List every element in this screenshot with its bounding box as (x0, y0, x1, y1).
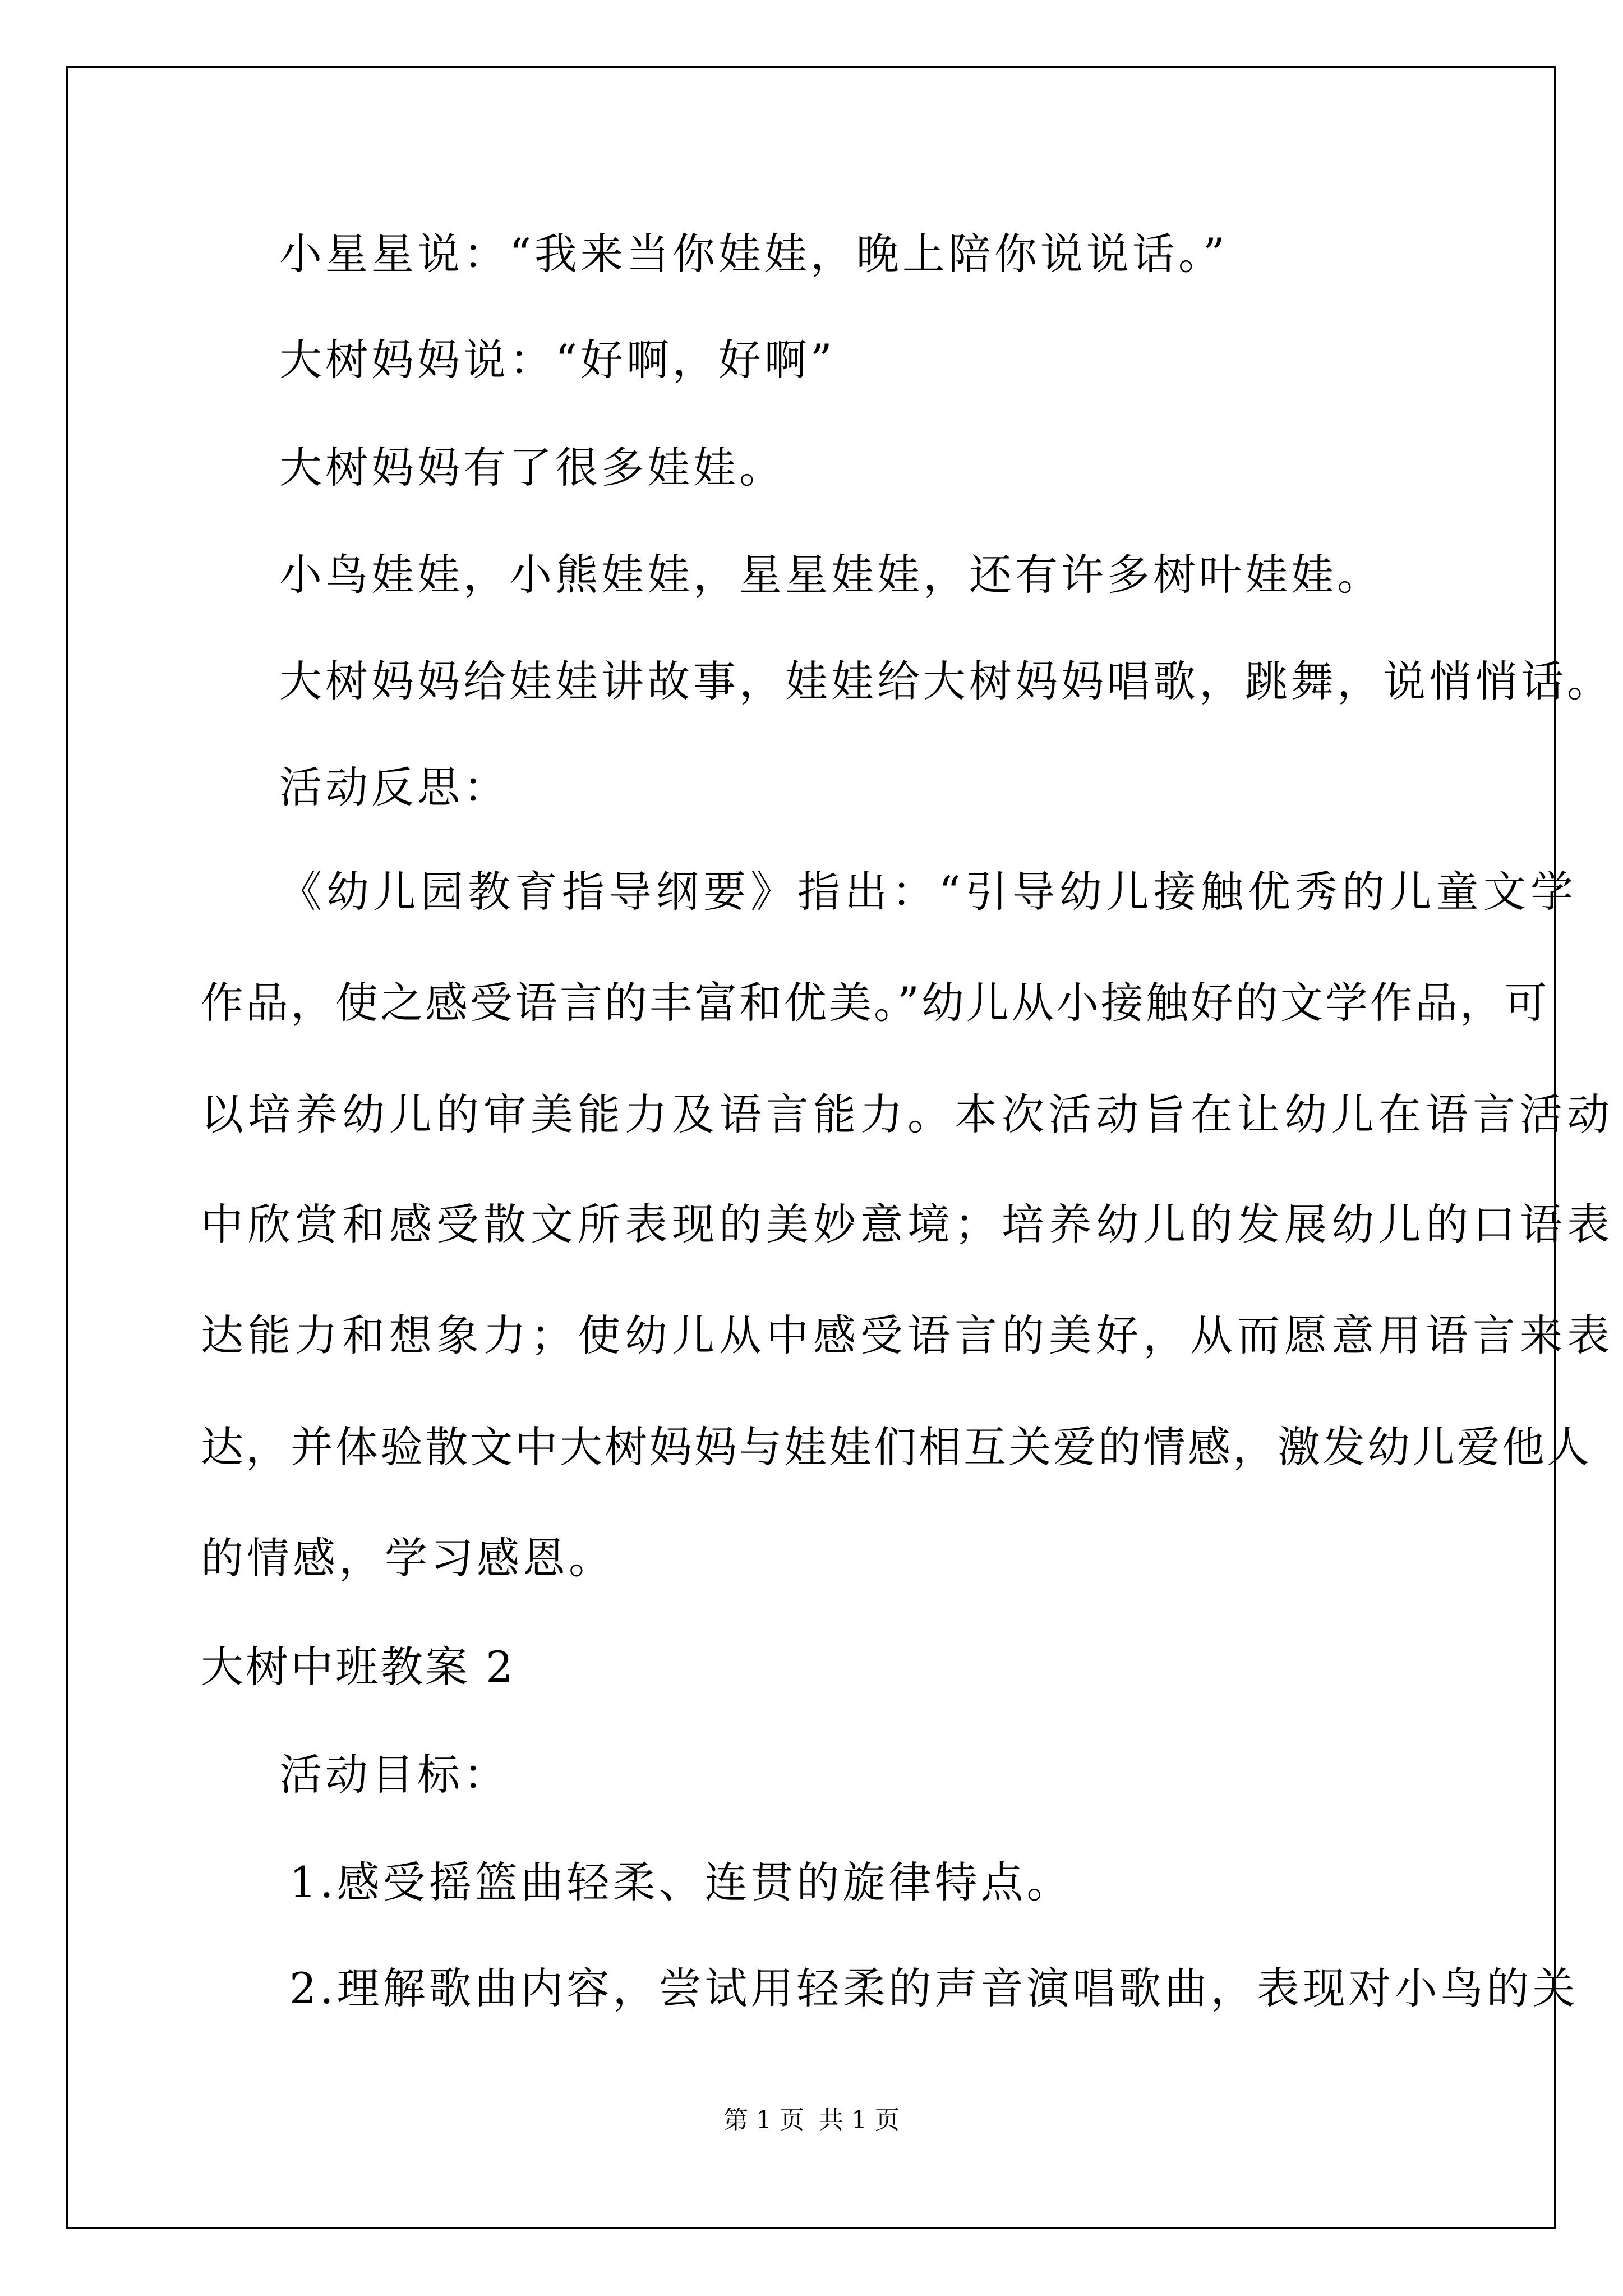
page-number: 第 1 页 (723, 2106, 804, 2134)
page-footer (0, 2104, 1623, 2137)
reflection-paragraph-line: 达，并体验散文中大树妈妈与娃娃们相互关爱的情感，激发幼儿爱他人 (201, 1422, 1592, 1472)
goal-item: 2.理解歌曲内容，尝试用轻柔的声音演唱歌曲，表现对小鸟的关 (289, 1963, 1579, 2013)
story-line: 大树妈妈有了很多娃娃。 (279, 443, 785, 493)
goals-heading: 活动目标： (279, 1750, 509, 1800)
reflection-paragraph-line: 《幼儿园教育指导纲要》指出：“引导幼儿接触优秀的儿童文学 (279, 867, 1578, 917)
reflection-heading: 活动反思： (279, 762, 509, 812)
lesson-title: 大树中班教案 2 (201, 1642, 515, 1692)
reflection-paragraph-line: 作品，使之感受语言的丰富和优美。”幼儿从小接触好的文学作品，可 (201, 978, 1550, 1028)
reflection-paragraph-line: 以培养幼儿的审美能力及语言能力。本次活动旨在让幼儿在语言活动 (201, 1089, 1614, 1139)
reflection-paragraph-line: 中欣赏和感受散文所表现的美妙意境；培养幼儿的发展幼儿的口语表 (201, 1199, 1614, 1249)
reflection-paragraph-line: 达能力和想象力；使幼儿从中感受语言的美好，从而愿意用语言来表 (201, 1310, 1614, 1360)
page-total: 共 1 页 (819, 2106, 900, 2134)
reflection-paragraph-line: 的情感，学习感恩。 (201, 1533, 615, 1583)
story-line: 小鸟娃娃，小熊娃娃，星星娃娃，还有许多树叶娃娃。 (279, 550, 1383, 600)
story-line: 大树妈妈说：“好啊，好啊” (279, 335, 836, 385)
story-line: 大树妈妈给娃娃讲故事，娃娃给大树妈妈唱歌，跳舞，说悄悄话。 (279, 656, 1613, 706)
goal-item: 1.感受摇篮曲轻柔、连贯的旋律特点。 (289, 1857, 1073, 1907)
story-line: 小星星说：“我来当你娃娃，晚上陪你说说话。” (279, 229, 1228, 279)
